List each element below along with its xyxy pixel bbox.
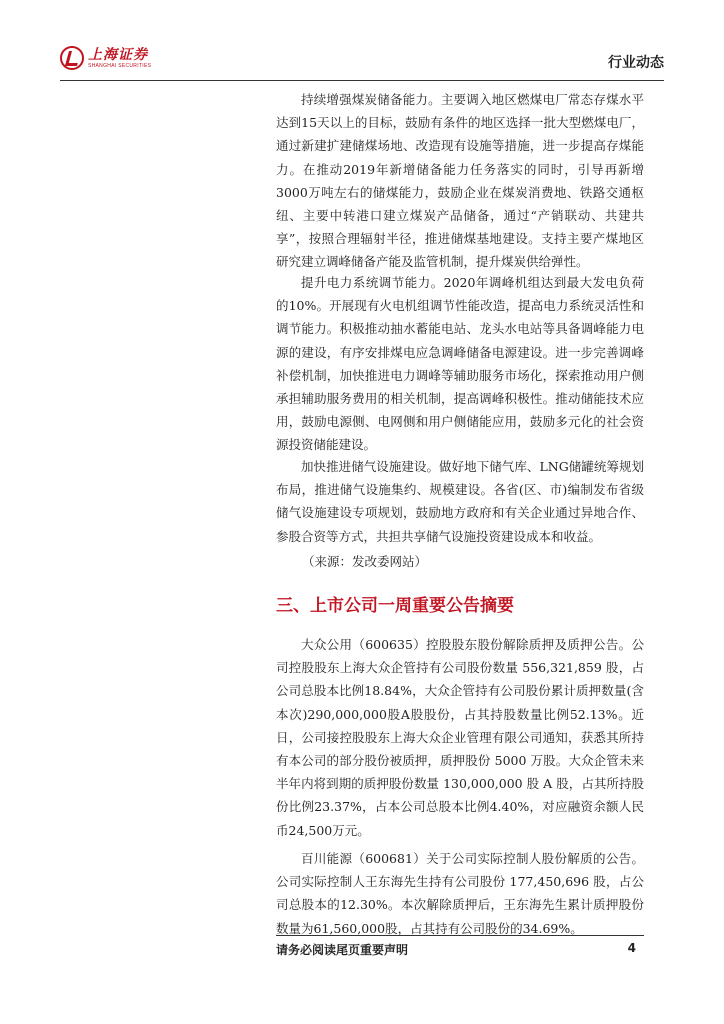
- header-divider: [60, 80, 664, 81]
- footer-divider: [276, 935, 644, 936]
- paragraph-coal-reserve: 持续增强煤炭储备能力。主要调入地区燃煤电厂常态存煤水平达到15天以上的目标，鼓励有条件的地区选择一批大型燃煤电厂，通过新建扩建储煤场地、改造现有设施等措施，进一步提高存煤能力。在推动2019年新增储备能力任务落实的同时，引导再新增3000万吨左右的储煤能力，鼓励企业在煤炭消费地、铁路交通枢纽、主要中转港口建立煤炭产品储备，通过“产销联动、共建共享”，按照合理辐射半径，推进储煤基地建设。支持主要产煤地区研究建立调峰储备产能及监管机制，提升煤炭供给弹性。: [276, 92, 644, 270]
- section-title: 三、上市公司一周重要公告摘要: [276, 596, 514, 616]
- paragraph-power-regulation: 提升电力系统调节能力。2020年调峰机组达到最大发电负荷的10%。开展现有火电机组调节性能改造，提高电力系统灵活性和调节能力。积极推动抽水蓄能电站、龙头水电站等具备调峰能力电源的建设，有序安排煤电应急调峰储备电源建设。进一步完善调峰补偿机制，加快推进电力调峰等辅助服务市场化，探索推动用户侧承担辅助服务费用的相关机制，提高调峰积极性。推动储能技术应用，鼓励电源侧、电网侧和用户侧储能应用，鼓励多元化的社会资源投资储能建设。: [276, 275, 644, 453]
- paragraph-baichuan-energy: 百川能源（600681）关于公司实际控制人股份解质的公告。公司实际控制人王东海先生持有公司股份 177,450,696 股，占公司总股本的12.30%。本次解除质押后，王东海先生累计质押股份数量为61,560,000股，占其持有公司股份的34.69%。: [276, 851, 644, 936]
- source-note: （来源：发改委网站）: [302, 554, 428, 569]
- company-logo: [60, 46, 151, 70]
- report-category-label: 行业动态: [608, 55, 664, 71]
- logo-emblem-icon: [60, 46, 84, 70]
- logo-chinese-name: 上海证券: [88, 47, 148, 63]
- page-header: [60, 40, 664, 82]
- page-number: 4: [627, 941, 636, 955]
- page-footer: [276, 935, 644, 959]
- paragraph-dazhong-public: 大众公用（600635）控股股东股份解除质押及质押公告。公司控股股东上海大众企管持有公司股份数量 556,321,859 股，占公司总股本比例18.84%，大众企管持有公司股份累计质押数量(含本次)290,000,000股A股股份，占其持股数量比例52.13%。近日，公司接控股股东上海大众企业管理有限公司通知，获悉其所持有本公司的部分股份被质押，质押股份 5000 万股。大众企管未来半年内将到期的质押股份数量 130,000,000 股 A 股，占其所持股份比例23.37%，占本公司总股本比例4.40%，对应融资余额人民币24,500万元。: [276, 637, 644, 838]
- disclaimer-note: 请务必阅读尾页重要声明: [276, 943, 409, 957]
- paragraph-gas-storage: 加快推进储气设施建设。做好地下储气库、LNG储罐统筹规划布局，推进储气设施集约、规模建设。各省(区、市)编制发布省级储气设施建设专项规划，鼓励地方政府和有关企业通过异地合作、参股合资等方式，共担共享储气设施投资建设成本和收益。: [276, 459, 644, 544]
- logo-english-name: SHANGHAI SECURITIES: [88, 63, 152, 69]
